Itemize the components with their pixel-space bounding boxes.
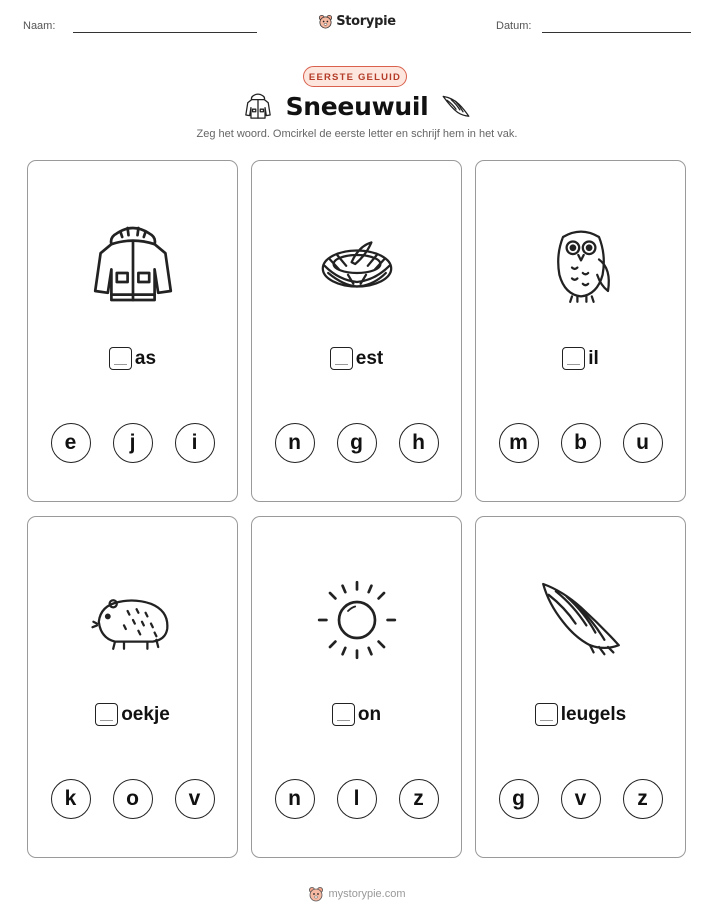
word-card bbox=[27, 160, 238, 502]
word-ending: il bbox=[588, 347, 599, 369]
letter-choice[interactable]: o bbox=[113, 779, 153, 819]
letter-choice[interactable]: n bbox=[275, 423, 315, 463]
word-card bbox=[27, 516, 238, 858]
title-row bbox=[0, 90, 714, 122]
letter-choice[interactable]: v bbox=[175, 779, 215, 819]
date-field[interactable] bbox=[542, 32, 691, 33]
brand-name: Storypie bbox=[336, 14, 396, 29]
coat-icon bbox=[88, 219, 178, 309]
word-row bbox=[28, 703, 237, 726]
word-ending: est bbox=[355, 347, 384, 369]
letter-choice[interactable]: g bbox=[499, 779, 539, 819]
word-card bbox=[251, 516, 462, 858]
letter-choices bbox=[28, 779, 237, 819]
letter-choice[interactable]: l bbox=[337, 779, 377, 819]
date-label: Datum: bbox=[496, 20, 532, 32]
answer-box[interactable] bbox=[95, 703, 118, 726]
sun-icon bbox=[312, 575, 402, 665]
answer-box[interactable] bbox=[562, 347, 585, 370]
answer-box[interactable] bbox=[332, 703, 355, 726]
footer bbox=[0, 886, 714, 902]
letter-choices bbox=[476, 779, 685, 819]
answer-box[interactable] bbox=[109, 347, 132, 370]
letter-choice[interactable]: e bbox=[51, 423, 91, 463]
letter-choices bbox=[476, 423, 685, 463]
letter-choice[interactable]: z bbox=[623, 779, 663, 819]
word-row bbox=[28, 347, 237, 370]
letter-choice[interactable]: u bbox=[623, 423, 663, 463]
word-ending: as bbox=[134, 347, 157, 369]
word-ending: leugels bbox=[560, 703, 627, 725]
name-field[interactable] bbox=[73, 32, 257, 33]
word-card bbox=[251, 160, 462, 502]
letter-choice[interactable]: v bbox=[561, 779, 601, 819]
letter-choice[interactable]: b bbox=[561, 423, 601, 463]
letter-choices bbox=[252, 779, 461, 819]
answer-box[interactable] bbox=[330, 347, 353, 370]
bear-icon bbox=[308, 886, 324, 902]
brand-logo bbox=[0, 14, 714, 29]
word-ending: on bbox=[357, 703, 382, 725]
page-title: Sneeuwuil bbox=[285, 91, 429, 121]
letter-choice[interactable]: n bbox=[275, 779, 315, 819]
footer-url[interactable]: mystorypie.com bbox=[328, 888, 406, 900]
letter-choice[interactable]: h bbox=[399, 423, 439, 463]
letter-choice[interactable]: z bbox=[399, 779, 439, 819]
letter-choice[interactable]: g bbox=[337, 423, 377, 463]
word-row bbox=[252, 347, 461, 370]
bear-icon bbox=[318, 14, 333, 29]
category-badge: EERSTE GELUID bbox=[303, 66, 407, 87]
word-card bbox=[475, 160, 686, 502]
letter-choice[interactable]: m bbox=[499, 423, 539, 463]
word-row bbox=[252, 703, 461, 726]
letter-choices bbox=[252, 423, 461, 463]
coat-icon bbox=[242, 90, 274, 122]
letter-choice[interactable]: j bbox=[113, 423, 153, 463]
word-row bbox=[476, 347, 685, 370]
hamster-icon bbox=[88, 575, 178, 665]
instruction-text: Zeg het woord. Omcirkel de eerste letter en schrijf hem in het vak. bbox=[196, 128, 518, 140]
owl-icon bbox=[536, 219, 626, 309]
word-row bbox=[476, 703, 685, 726]
name-label: Naam: bbox=[23, 20, 56, 32]
wing-icon bbox=[440, 90, 472, 122]
letter-choice[interactable]: i bbox=[175, 423, 215, 463]
nest-icon bbox=[312, 219, 402, 309]
word-ending: oekje bbox=[121, 703, 170, 725]
answer-box[interactable] bbox=[535, 703, 558, 726]
wing-icon bbox=[536, 575, 626, 665]
word-card bbox=[475, 516, 686, 858]
letter-choice[interactable]: k bbox=[51, 779, 91, 819]
letter-choices bbox=[28, 423, 237, 463]
